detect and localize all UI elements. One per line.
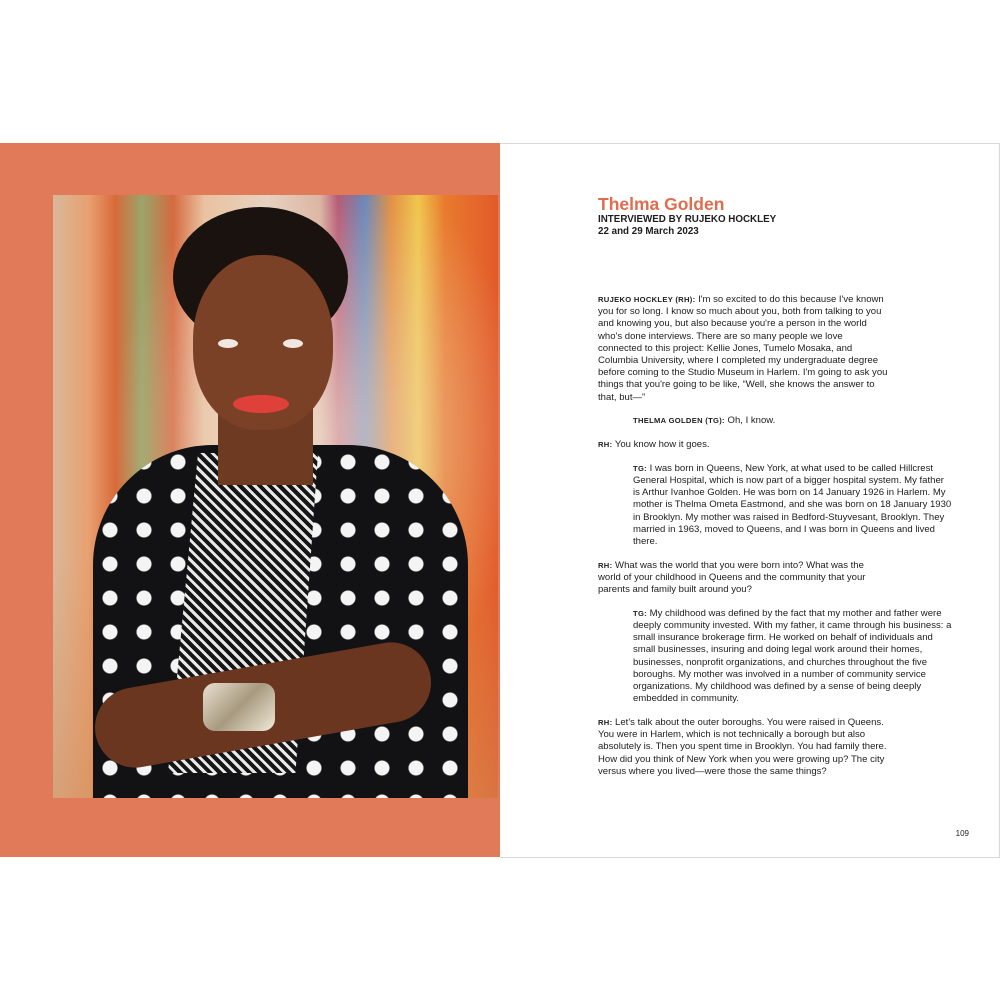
right-page: [500, 143, 1000, 858]
interview-date: 22 and 29 March 2023: [598, 226, 699, 237]
speaker-label: RH:: [598, 560, 613, 570]
interview-body: [598, 294, 953, 789]
paragraph-text: You know how it goes.: [612, 439, 710, 451]
eye: [218, 339, 238, 348]
page-title: Thelma Golden: [598, 194, 725, 214]
paragraph-rh: [598, 717, 888, 778]
smile: [233, 395, 289, 413]
paragraph-rh: [598, 560, 888, 597]
speaker-label: RH:: [598, 717, 613, 727]
page-number: 109: [955, 829, 969, 838]
paragraph-text: Oh, I know.: [724, 415, 776, 427]
article-header: [598, 194, 776, 238]
paragraph-tg: [633, 463, 953, 548]
paragraph-text: I was born in Queens, New York, at what used to be called Hillcrest General Hospital, which is now part of a bigger hospital system. My father is Arthur Ivanhoe Golden. He was born on 14 January 1926 in Harlem. My mother is Thelma Ometa Eastmond, and she was born on 18 January 1930 in Brooklyn. My mother was raised in Bedford-Stuyvesant, Brooklyn. They married in 1963, moved to Queens, and I was born in Queens and lived there.: [633, 462, 952, 547]
paragraph-text: Let's talk about the outer boroughs. You were raised in Queens. You were in Harlem, which is not technically a borough but also absolutely is. Then you spent time in Brooklyn. You had family there. How did you think of New York when you were growing up? The city versus where you lived—were those the same things?: [598, 716, 887, 777]
interviewer-line: INTERVIEWED BY RUJEKO HOCKLEY: [598, 214, 777, 225]
eye: [283, 339, 303, 348]
paragraph-rh: [598, 439, 888, 451]
speaker-label: RH:: [598, 440, 613, 450]
portrait-photo: [53, 195, 498, 798]
paragraph-text: My childhood was defined by the fact that my mother and father were deeply community invested. With my father, it came through his business: a small insurance brokerage firm. He worked on behalf of individuals and small businesses, insuring and doing legal work around their homes, businesses, nonprofit organizations, and churches throughout the five boroughs. My mother was involved in a number of community service organizations. My childhood was defined by a sense of being deeply embedded in community.: [633, 607, 952, 705]
paragraph-tg: [633, 608, 953, 706]
paragraph-rh: [598, 294, 888, 404]
speaker-label: RUJEKO HOCKLEY (RH):: [598, 295, 696, 304]
left-page: [0, 143, 500, 857]
speaker-label: TG:: [633, 608, 647, 618]
silver-cuff-bracelet: [203, 683, 275, 731]
paragraph-text: I'm so excited to do this because I've known you for so long. I know so much about you, both from talking to you and knowing you, but also because you're a person in the world who's done interviews. There are so many people we love connected to this project: Kellie Jones, Tumelo Mosaka, and Columbia University, where I completed my undergraduate degree before coming to the Studio Museum in Harlem. I'm going to ask you things that you're going to be like, “Well, she knows the answer to that, but—”: [598, 294, 888, 403]
speaker-label: TG:: [633, 463, 647, 473]
paragraph-text: What was the world that you were born into? What was the world of your childhood in Queens and the community that your parents and family built around you?: [598, 559, 866, 596]
paragraph-tg: [633, 415, 953, 427]
speaker-label: THELMA GOLDEN (TG):: [633, 416, 725, 426]
